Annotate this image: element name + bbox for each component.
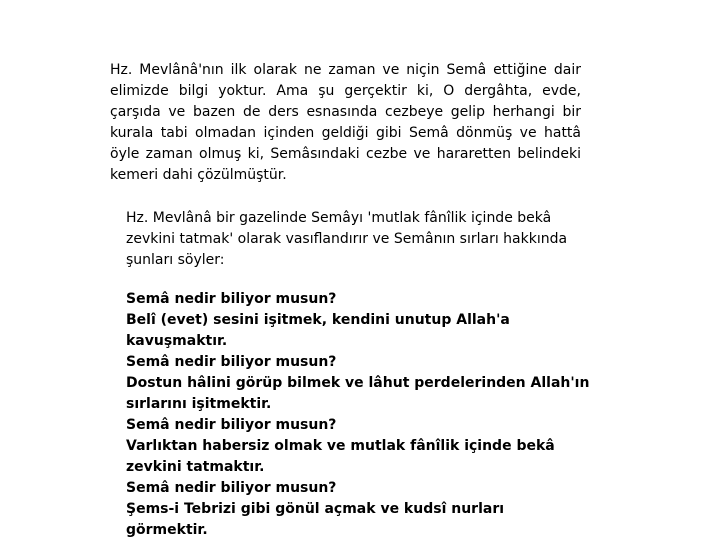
- poem-line: Belî (evet) sesini işitmek, kendini unutup Allah'a: [126, 312, 510, 328]
- poem-line: Dostun hâlini görüp bilmek ve lâhut perdelerinden Allah'ın: [126, 375, 590, 391]
- intro-text: [126, 208, 606, 271]
- intro-line: şunları söyler:: [126, 252, 225, 268]
- paragraph-history-text: Hz. Mevlânâ'nın ilk olarak ne zaman ve niçin Semâ ettiğine dair elimizde bilgi yoktur. Ama şu gerçektir ki, O dergâhta, evde, çarşıda ve bazen de ders esnasında cezbeye gelip herhangi bir kurala tabi olmadan içinden geldiği gibi Semâ dönmüş ve hattâ öyle zaman olmuş ki, Semâsındaki cezbe ve hararetten belindeki kemeri dahi çözülmüştür.: [110, 62, 581, 183]
- poem-line: Semâ nedir biliyor musun?: [126, 417, 337, 433]
- poem-line: Şems-i Tebrizi gibi gönül açmak ve kudsî nurları: [126, 501, 505, 517]
- intro-line: zevkini tatmak' olarak vasıflandırır ve Semânın sırları hakkında: [126, 231, 568, 247]
- poem-line: görmektir.: [126, 522, 208, 538]
- poem-line: zevkini tatmaktır.: [126, 459, 265, 475]
- poem-line: Semâ nedir biliyor musun?: [126, 291, 337, 307]
- poem-line: sırlarını işitmektir.: [126, 396, 272, 412]
- poem-line: Semâ nedir biliyor musun?: [126, 354, 337, 370]
- section-sema: [126, 208, 606, 541]
- poem-line: kavuşmaktır.: [126, 333, 228, 349]
- intro-line: Hz. Mevlânâ bir gazelinde Semâyı 'mutlak fânîlik içinde bekâ: [126, 210, 552, 226]
- poem-line: Varlıktan habersiz olmak ve mutlak fânîlik içinde bekâ: [126, 438, 555, 454]
- poem-line: Semâ nedir biliyor musun?: [126, 480, 337, 496]
- poem: [126, 289, 606, 541]
- paragraph-history: [110, 60, 581, 186]
